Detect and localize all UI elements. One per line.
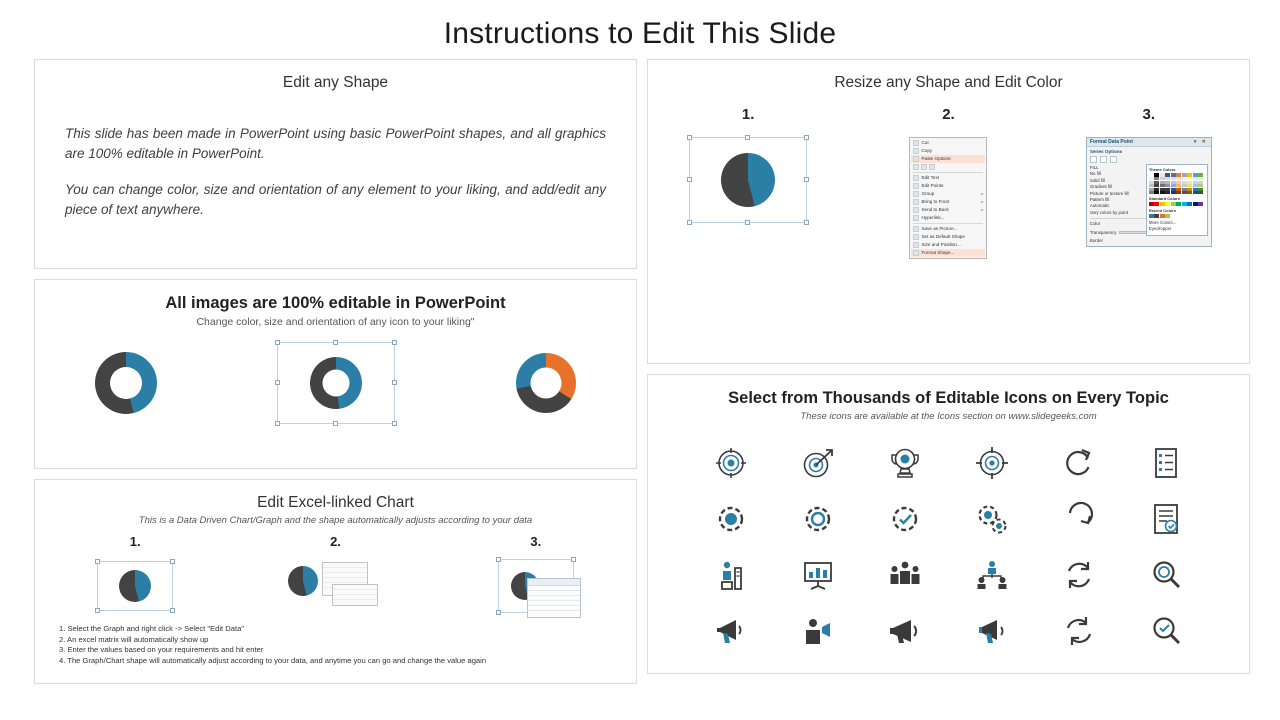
bullhorn-icon [888, 614, 922, 648]
excel-data-sheet[interactable] [527, 578, 581, 618]
swatch[interactable] [1165, 202, 1170, 206]
cut-icon [913, 140, 919, 146]
icon-cell[interactable] [1056, 608, 1102, 654]
icon-cell[interactable] [795, 496, 841, 542]
resize-handle-middle-left[interactable] [275, 380, 280, 385]
context-menu-item-label: Set as Default Shape [921, 234, 965, 240]
swatch[interactable] [1182, 191, 1187, 194]
resize-handle-bottom-middle[interactable] [333, 421, 338, 426]
fill-option-no-fill[interactable]: No fill [1089, 171, 1101, 177]
excel-note-4: 4. The Graph/Chart shape will automatically adjust according to your data, and anytime you can go and change the value again [59, 655, 487, 665]
group-icon [913, 191, 919, 197]
panel-icons-subtitle: These icons are available at the Icons section on www.slidegeeks.com [800, 411, 1097, 422]
announce-icon [975, 614, 1009, 648]
context-menu[interactable] [909, 137, 987, 259]
fill-option-vary-colors[interactable]: Vary colors by point [1089, 209, 1129, 215]
fill-section-label: FILL [1089, 165, 1099, 170]
fill-option-picture-texture-fill[interactable]: Picture or texture fill [1089, 190, 1129, 196]
resize-handle-tl[interactable] [687, 135, 692, 140]
team-network-icon [975, 558, 1009, 592]
resize-handle-bottom-right[interactable] [392, 421, 397, 426]
swatch[interactable] [1198, 191, 1203, 194]
context-menu-item-send-to-back[interactable] [911, 206, 985, 214]
icon-cell[interactable] [708, 496, 754, 542]
swatch[interactable] [1193, 202, 1198, 206]
excel-note-2: 2. An excel matrix will automatically show up [59, 634, 209, 644]
swatch[interactable] [1160, 202, 1165, 206]
resize-handle-bl[interactable] [687, 220, 692, 225]
context-menu-item-cut[interactable] [911, 139, 985, 147]
refresh-arrow-icon [1062, 446, 1096, 480]
swatch[interactable] [1154, 191, 1159, 194]
swatch[interactable] [1154, 202, 1159, 206]
context-menu-paste-icons-row[interactable] [911, 163, 985, 171]
icon-cell[interactable] [708, 440, 754, 486]
resize-step-2-art [858, 137, 1038, 302]
chevron-right-icon: ▸ [981, 199, 984, 205]
paste-icon [913, 156, 919, 162]
excel-step-2 [255, 534, 415, 618]
shape-selection-box[interactable] [689, 137, 807, 223]
transparency-label: Transparency [1089, 229, 1117, 235]
recent-colors-row[interactable] [1149, 214, 1205, 218]
gear-check-icon [888, 502, 922, 536]
resize-step-2 [858, 106, 1038, 302]
swatch[interactable] [1171, 202, 1176, 206]
context-menu-item-bring-to-front[interactable] [911, 198, 985, 206]
excel-step-3 [456, 534, 616, 618]
resize-handle-bm[interactable] [745, 220, 750, 225]
icon-cell[interactable] [882, 440, 928, 486]
paste-option-icon-3[interactable] [929, 164, 935, 170]
handle-bl-3[interactable] [496, 610, 501, 615]
icon-cell[interactable] [1056, 440, 1102, 486]
edit-shape-paragraph-1: This slide has been made in PowerPoint using basic PowerPoint shapes, and all graphics are 100% editable in PowerPoint. [65, 126, 606, 161]
context-menu-item-copy[interactable] [911, 147, 985, 155]
paste-option-icon[interactable] [913, 164, 919, 170]
format-data-point-panel[interactable] [1086, 137, 1212, 247]
edit-data-menu-thumbnail[interactable] [332, 584, 378, 606]
excel-step-1-number: 1. [129, 534, 141, 549]
edit-points-icon [913, 183, 919, 189]
excel-steps [35, 526, 636, 618]
donut-chart-blue-gray [95, 352, 157, 414]
document-list-icon [1149, 446, 1183, 480]
context-menu-item-label: Hyperlink... [921, 215, 945, 221]
icon-cell[interactable] [708, 608, 754, 654]
default-shape-icon [913, 234, 919, 240]
fill-option-pattern-fill[interactable]: Pattern fill [1089, 197, 1110, 203]
swatch[interactable] [1176, 202, 1181, 206]
excel-step-1-art [55, 554, 215, 618]
panel-excel-subtitle: This is a Data Driven Chart/Graph and the shape automatically adjusts according to your data [138, 515, 533, 526]
panel-edit-any-shape [34, 59, 637, 269]
icon-cell[interactable] [1056, 552, 1102, 598]
icon-cell[interactable] [969, 440, 1015, 486]
size-position-icon [913, 242, 919, 248]
standard-colors-row[interactable] [1149, 202, 1205, 206]
menu-separator [913, 172, 983, 173]
excel-step-2-number: 2. [330, 534, 341, 549]
format-panel-titlebar [1087, 138, 1211, 147]
donut-chart-step-1 [119, 570, 151, 602]
resize-handle-tm[interactable] [745, 135, 750, 140]
context-menu-item-group[interactable] [911, 190, 985, 198]
border-label: Border [1089, 238, 1103, 244]
context-menu-item-label: Size and Position... [921, 242, 961, 248]
icon-cell[interactable] [1143, 440, 1189, 486]
resize-step-3 [1059, 106, 1239, 302]
swatch[interactable] [1149, 202, 1154, 206]
gears-pair-icon [975, 502, 1009, 536]
donut-chart-tri-color [516, 353, 576, 413]
fill-option-solid-fill[interactable]: Solid fill [1089, 177, 1105, 183]
excel-step-3-number: 3. [530, 534, 542, 549]
excel-step-3-art [456, 554, 616, 618]
donut-chart-step-2 [288, 566, 318, 596]
resize-step-1-art [658, 137, 838, 302]
icon-cell[interactable] [882, 552, 928, 598]
swatch[interactable] [1165, 191, 1170, 194]
resize-step-1-number: 1. [741, 106, 755, 123]
context-menu-item-size-and-position[interactable] [911, 241, 985, 249]
page-title: Instructions to Edit This Slide [443, 17, 837, 50]
context-menu-item-label: Group [921, 191, 935, 197]
donut-chart-selected [310, 357, 362, 409]
sync-arrows-icon [1062, 614, 1096, 648]
rotate-arrow-icon [1062, 502, 1096, 536]
donut-samples [35, 328, 636, 424]
fill-option-gradient-fill[interactable]: Gradient fill [1089, 184, 1113, 190]
icon-cell[interactable] [795, 552, 841, 598]
icon-cell[interactable] [969, 608, 1015, 654]
panel-resize-shape [647, 59, 1250, 364]
panel-resize-shape-title: Resize any Shape and Edit Color [834, 74, 1063, 91]
cycle-arrows-icon [1062, 558, 1096, 592]
resize-handle-ml[interactable] [687, 177, 692, 182]
context-menu-item-hyperlink[interactable] [911, 214, 985, 222]
chevron-right-icon: ▸ [981, 191, 984, 197]
swatch[interactable] [1154, 214, 1159, 218]
dartboard-arrow-icon [801, 446, 835, 480]
format-panel-icon-row[interactable] [1090, 156, 1208, 163]
person-speaker-icon [801, 614, 835, 648]
chart-selection-box-3[interactable] [498, 559, 574, 613]
crosshair-icon [975, 446, 1009, 480]
swatch[interactable] [1165, 214, 1170, 218]
context-menu-item-label: Edit Points [921, 183, 944, 189]
icon-cell[interactable] [969, 552, 1015, 598]
save-picture-icon [913, 226, 919, 232]
swatch[interactable] [1187, 191, 1192, 194]
color-label: Color [1089, 221, 1101, 227]
recent-colors-label: Recent Colors [1148, 208, 1176, 213]
handle-bl[interactable] [95, 608, 100, 613]
context-menu-item-edit-points[interactable] [911, 182, 985, 190]
search-check-icon [1149, 614, 1183, 648]
panel-images-editable [34, 279, 637, 469]
swatch[interactable] [1176, 191, 1181, 194]
icon-cell[interactable] [1056, 496, 1102, 542]
context-menu-item-paste-options[interactable] [911, 155, 985, 163]
panel-excel-linked-chart [34, 479, 637, 684]
fill-icon[interactable] [1090, 156, 1097, 163]
panel-images-editable-subtitle: Change color, size and orientation of any icon to your liking" [196, 316, 475, 328]
panel-images-editable-title: All images are 100% editable in PowerPoint [165, 294, 506, 312]
resize-step-2-number: 2. [942, 106, 955, 123]
gear-icon [714, 502, 748, 536]
context-menu-item-label: Bring to Front [921, 199, 950, 205]
context-menu-item-label: Format Shape... [921, 250, 955, 256]
copy-icon [913, 148, 919, 154]
eyedropper-label[interactable]: Eyedropper [1148, 226, 1172, 232]
standard-colors-label: Standard Colors [1148, 196, 1180, 201]
swatch[interactable] [1193, 191, 1198, 194]
person-podium-icon [714, 558, 748, 592]
icon-cell[interactable] [1143, 552, 1189, 598]
megaphone-icon [714, 614, 748, 648]
icon-cell[interactable] [708, 552, 754, 598]
icon-grid [648, 422, 1249, 654]
context-menu-item-label: Edit Text [921, 175, 940, 181]
resize-handle-mr[interactable] [804, 177, 809, 182]
handle-tr-3[interactable] [571, 557, 576, 562]
swatch[interactable] [1160, 214, 1165, 218]
panel-icons-title: Select from Thousands of Editable Icons on Every Topic [728, 389, 1169, 407]
send-to-back-icon [913, 207, 919, 213]
donut-chart-resize [721, 153, 775, 207]
icon-cell[interactable] [1143, 608, 1189, 654]
swatch[interactable] [1149, 214, 1154, 218]
resize-step-1 [658, 106, 838, 302]
resize-step-3-art [1059, 137, 1239, 302]
window-controls[interactable]: ▾ ✕ [1193, 139, 1208, 145]
presentation-board-icon [801, 558, 835, 592]
color-picker-popup[interactable] [1146, 164, 1208, 236]
context-menu-item-set-as-default-shape[interactable] [911, 233, 985, 241]
chart-selection-box-1[interactable] [97, 561, 173, 611]
effects-icon[interactable] [1100, 156, 1107, 163]
resize-handle-middle-right[interactable] [392, 380, 397, 385]
target-circle-icon [714, 446, 748, 480]
resize-handle-top-right[interactable] [392, 340, 397, 345]
bring-to-front-icon [913, 199, 919, 205]
excel-step-1 [55, 534, 215, 618]
paste-option-icon-2[interactable] [921, 164, 927, 170]
resize-handle-top-middle[interactable] [333, 340, 338, 345]
icon-cell[interactable] [969, 496, 1015, 542]
gear-outline-icon [801, 502, 835, 536]
swatch[interactable] [1149, 191, 1154, 194]
handle-tl-3[interactable] [496, 557, 501, 562]
more-colors-label[interactable]: More Colors... [1148, 220, 1177, 225]
context-menu-item-save-as-picture[interactable] [911, 225, 985, 233]
trophy-target-icon [888, 446, 922, 480]
context-menu-item-label: Cut [921, 140, 929, 146]
edit-text-icon [913, 175, 919, 181]
context-menu-item-label: Save as Picture... [921, 226, 958, 232]
content-columns [0, 51, 1280, 684]
excel-note-3: 3. Enter the values based on your requirements and hit enter [59, 645, 264, 654]
resize-handle-top-left[interactable] [275, 340, 280, 345]
panel-excel-title: Edit Excel-linked Chart [257, 494, 414, 511]
excel-note-1: 1. Select the Graph and right click -> Select "Edit Data" [59, 624, 244, 633]
context-menu-item-edit-text[interactable] [911, 174, 985, 182]
icon-cell[interactable] [795, 608, 841, 654]
hyperlink-icon [913, 215, 919, 221]
excel-notes [35, 624, 636, 666]
edit-shape-paragraph-2: You can change color, size and orientation of any element to your liking, and add/edit any piece of text anywhere. [65, 182, 606, 217]
series-options-label: Series Options [1089, 149, 1123, 154]
swatch[interactable] [1160, 191, 1165, 194]
magnifier-icon [1149, 558, 1183, 592]
icon-cell[interactable] [882, 496, 928, 542]
resize-handle-tr[interactable] [804, 135, 809, 140]
icon-cell[interactable] [1143, 496, 1189, 542]
context-menu-item-label: Copy [921, 148, 933, 154]
swatch[interactable] [1187, 202, 1192, 206]
menu-separator-2 [913, 223, 983, 224]
context-menu-item-label: Paste Options: [921, 156, 952, 162]
chevron-right-icon: ▸ [981, 207, 984, 213]
excel-step-2-art [255, 554, 415, 618]
swatch[interactable] [1182, 202, 1187, 206]
context-menu-item-label: Send to Back [921, 207, 949, 213]
swatch[interactable] [1198, 202, 1203, 206]
right-column [647, 59, 1250, 684]
resize-handle-bottom-left[interactable] [275, 421, 280, 426]
panel-editable-icons [647, 374, 1250, 674]
handle-tl[interactable] [95, 559, 100, 564]
selection-box-donut[interactable] [277, 342, 395, 424]
format-shape-icon [913, 250, 919, 256]
handle-tr[interactable] [170, 559, 175, 564]
document-check-icon [1149, 502, 1183, 536]
theme-colors-label: Theme Colors [1148, 167, 1176, 172]
people-group-icon [888, 558, 922, 592]
theme-colors-shades[interactable] [1149, 177, 1205, 194]
left-column [34, 59, 637, 684]
fill-option-automatic[interactable]: Automatic [1089, 203, 1110, 209]
resize-steps [648, 92, 1249, 302]
icon-cell[interactable] [795, 440, 841, 486]
handle-br[interactable] [170, 608, 175, 613]
format-panel-title: Format Data Point [1089, 139, 1133, 145]
swatch[interactable] [1171, 191, 1176, 194]
context-menu-item-format-shape[interactable] [911, 249, 985, 257]
chart-options-icon[interactable] [1110, 156, 1117, 163]
resize-step-3-number: 3. [1142, 106, 1156, 123]
panel-edit-any-shape-title: Edit any Shape [282, 74, 389, 91]
icon-cell[interactable] [882, 608, 928, 654]
resize-handle-br[interactable] [804, 220, 809, 225]
